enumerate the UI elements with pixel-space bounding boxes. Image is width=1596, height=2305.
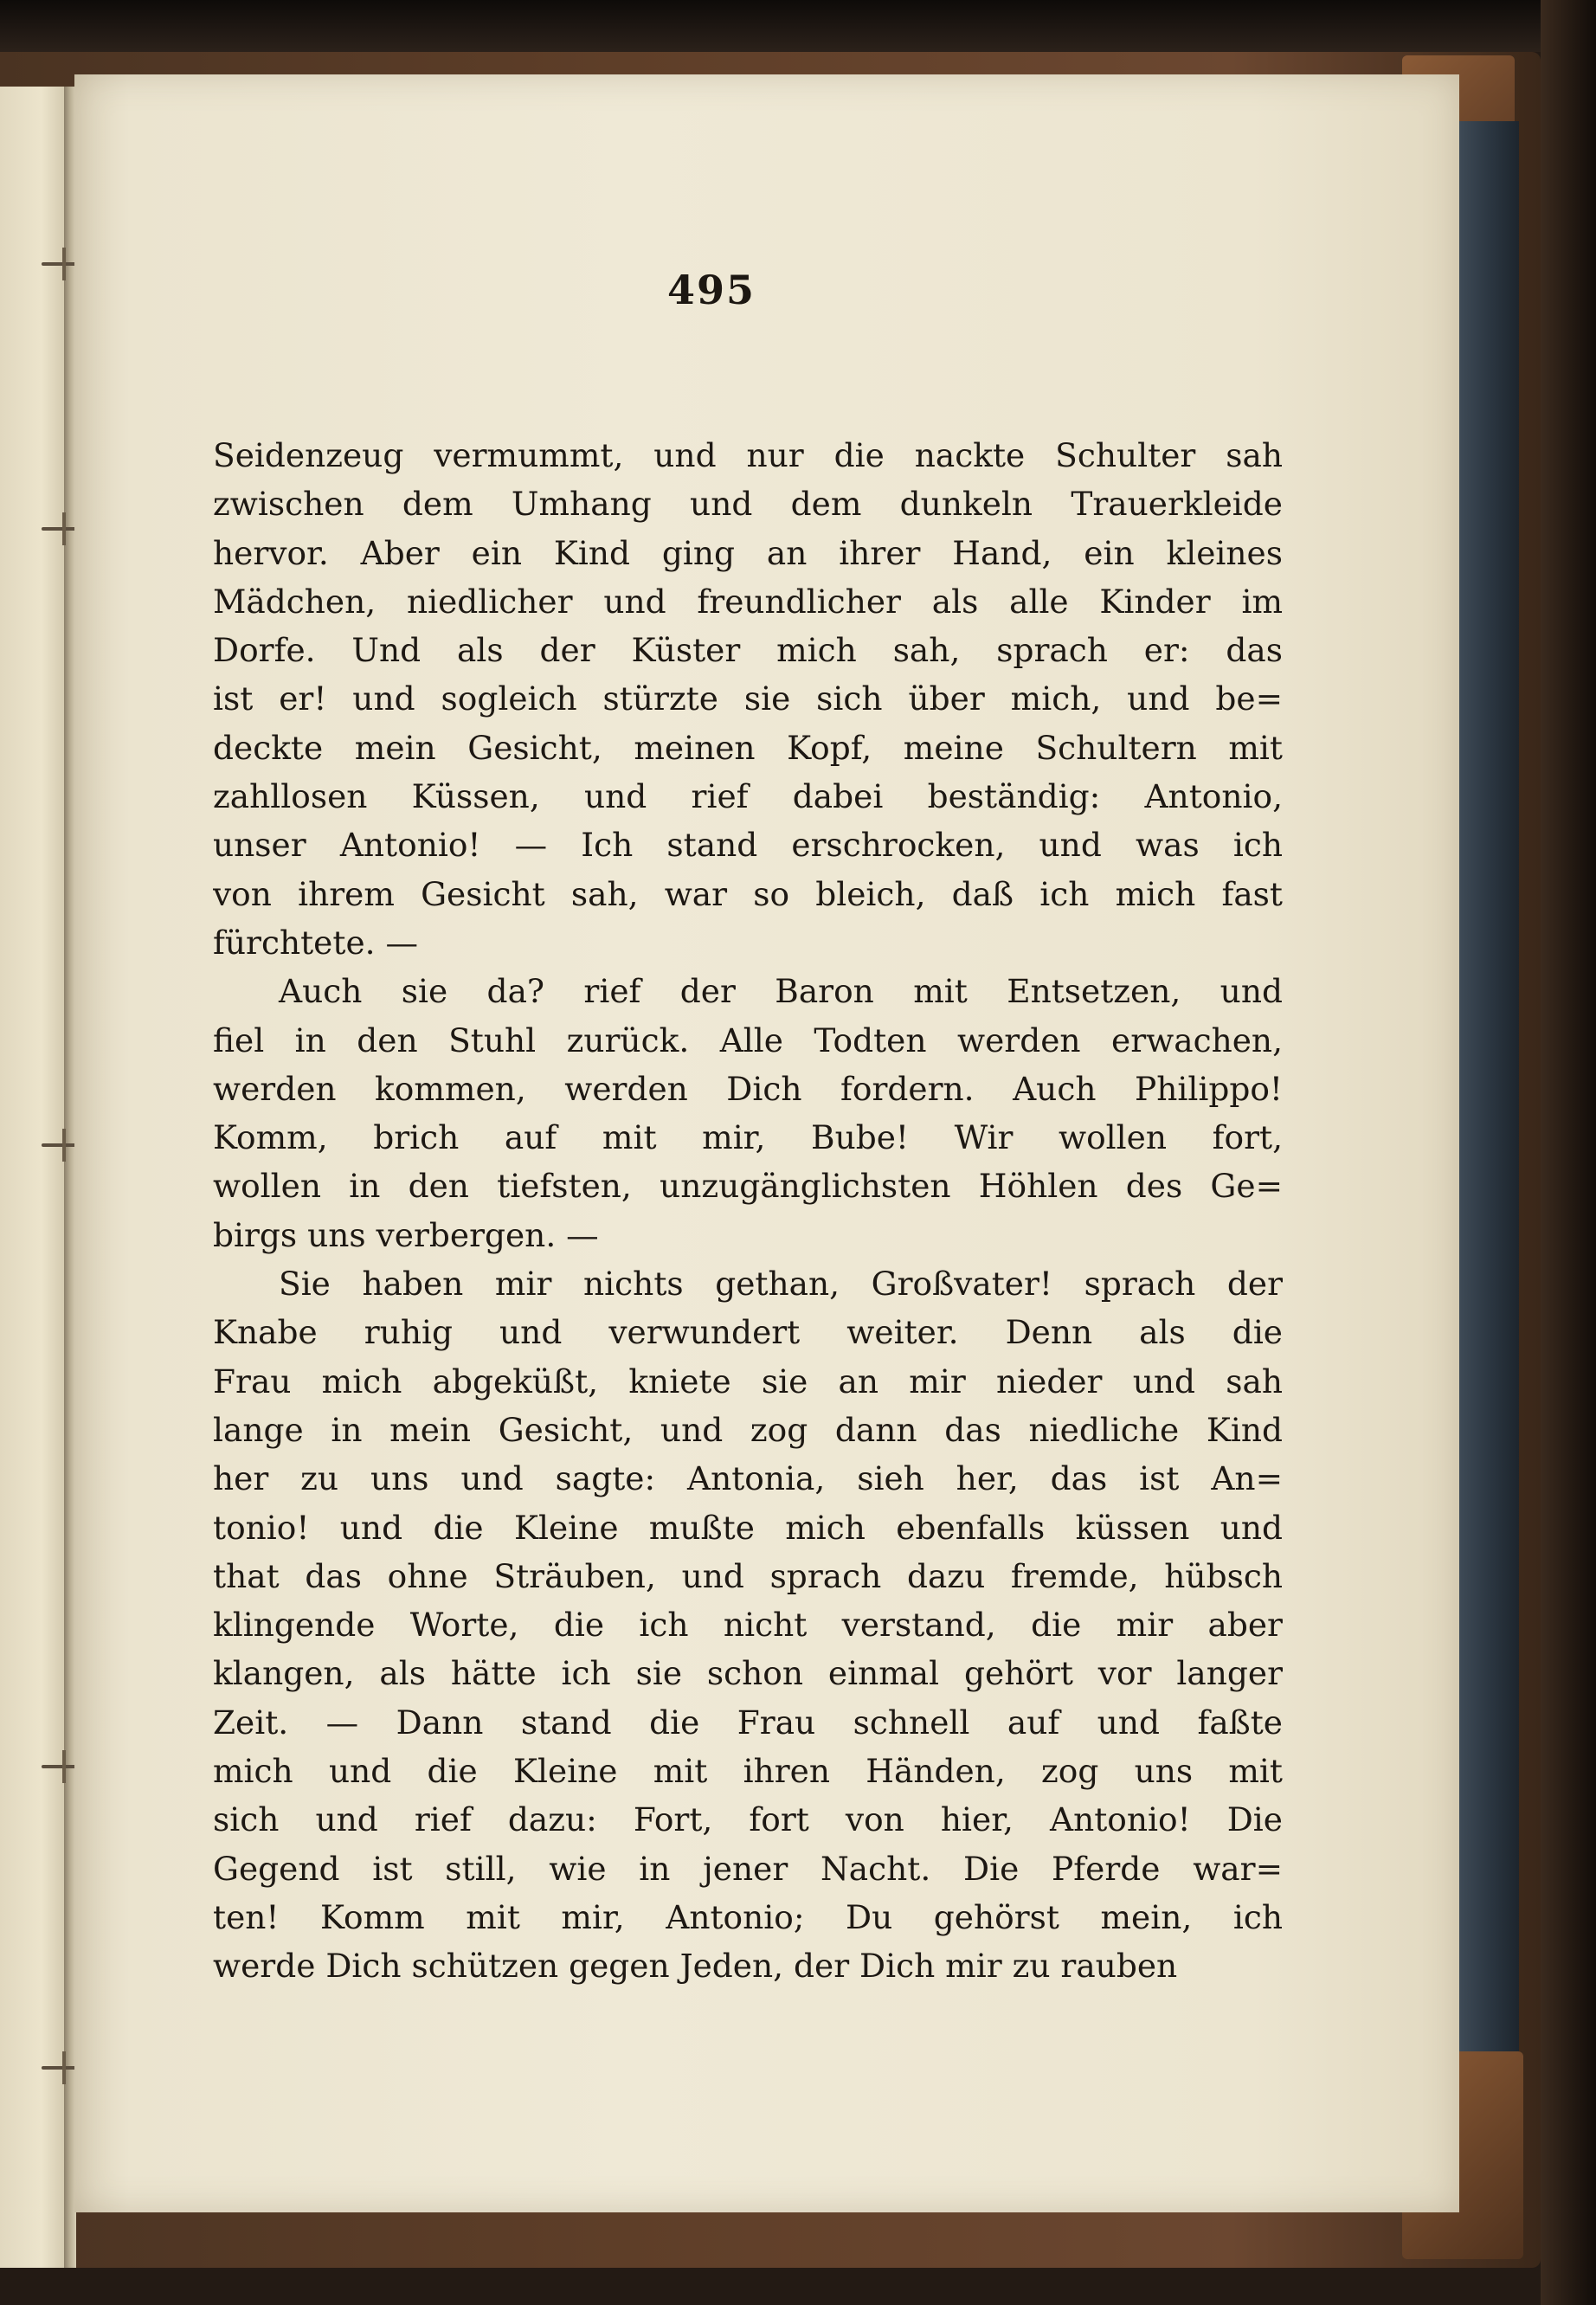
text-line: unser Antonio! — Ich stand erschrocken, und was ich (213, 826, 1283, 865)
text-line: Knabe ruhig und verwundert weiter. Denn als die (213, 1313, 1283, 1352)
text-line: von ihrem Gesicht sah, war so bleich, daß ich mich fast (213, 874, 1283, 913)
text-line: fiel in den Stuhl zurück. Alle Todten werden erwachen, (213, 1021, 1283, 1059)
text-line: ist er! und sogleich stürzte sie sich über mich, und be= (213, 679, 1283, 718)
text-line: Gegend ist still, wie in jener Nacht. Die Pferde war= (213, 1849, 1283, 1888)
text-line: Mädchen, niedlicher und freundlicher als alle Kinder im (213, 582, 1283, 621)
text-line: klingende Worte, die ich nicht verstand, die mir aber (213, 1606, 1283, 1645)
book-page (74, 74, 1459, 2212)
text-line: lange in mein Gesicht, und zog dann das niedliche Kind (213, 1410, 1283, 1449)
text-line: her zu uns und sagte: Antonia, sieh her, das ist An= (213, 1459, 1283, 1498)
text-line: birgs uns verbergen. — (213, 1215, 599, 1254)
text-line: Komm, brich auf mit mir, Bube! Wir wollen fort, (213, 1118, 1283, 1157)
text-line: sich und rief dazu: Fort, fort von hier, Antonio! Die (213, 1800, 1283, 1839)
text-line: zwischen dem Umhang und dem dunkeln Trauerkleide (213, 485, 1283, 524)
text-line: Dorfe. Und als der Küster mich sah, sprach er: das (213, 631, 1283, 670)
text-line: werde Dich schützen gegen Jeden, der Dich mir zu rauben (213, 1947, 1178, 1986)
text-line: Seidenzeug vermummt, und nur die nackte Schulter sah (213, 436, 1283, 474)
text-line: Sie haben mir nichts gethan, Großvater! sprach der (279, 1265, 1283, 1304)
text-line: deckte mein Gesicht, meinen Kopf, meine Schultern mit (213, 728, 1283, 767)
text-line: fürchtete. — (213, 923, 418, 962)
text-line: ten! Komm mit mir, Antonio; Du gehörst mein, ich (213, 1897, 1283, 1936)
backdrop-top (0, 0, 1596, 52)
text-line: that das ohne Sträuben, und sprach dazu fremde, hübsch (213, 1556, 1283, 1595)
left-page-edge (0, 87, 69, 2268)
text-line: Auch sie da? rief der Baron mit Entsetzen, und (279, 972, 1283, 1011)
text-line: tonio! und die Kleine mußte mich ebenfalls küssen und (213, 1508, 1283, 1547)
text-line: werden kommen, werden Dich fordern. Auch Philippo! (213, 1069, 1283, 1108)
text-line: mich und die Kleine mit ihren Händen, zog uns mit (213, 1752, 1283, 1791)
text-line: hervor. Aber ein Kind ging an ihrer Hand, ein kleines (213, 533, 1283, 572)
page-number: 495 (666, 267, 756, 313)
text-line: klangen, als hätte ich sie schon einmal gehört vor langer (213, 1654, 1283, 1693)
page-text (213, 431, 1283, 1991)
cover-board-edge (1458, 121, 1519, 2233)
text-line: wollen in den tiefsten, unzugänglichsten Höhlen des Ge= (213, 1167, 1283, 1206)
backdrop-right (1541, 0, 1596, 2305)
text-line: zahllosen Küssen, und rief dabei beständig: Antonio, (213, 777, 1283, 816)
text-line: Frau mich abgeküßt, kniete sie an mir nieder und sah (213, 1362, 1283, 1400)
text-line: Zeit. — Dann stand die Frau schnell auf und faßte (213, 1703, 1283, 1742)
